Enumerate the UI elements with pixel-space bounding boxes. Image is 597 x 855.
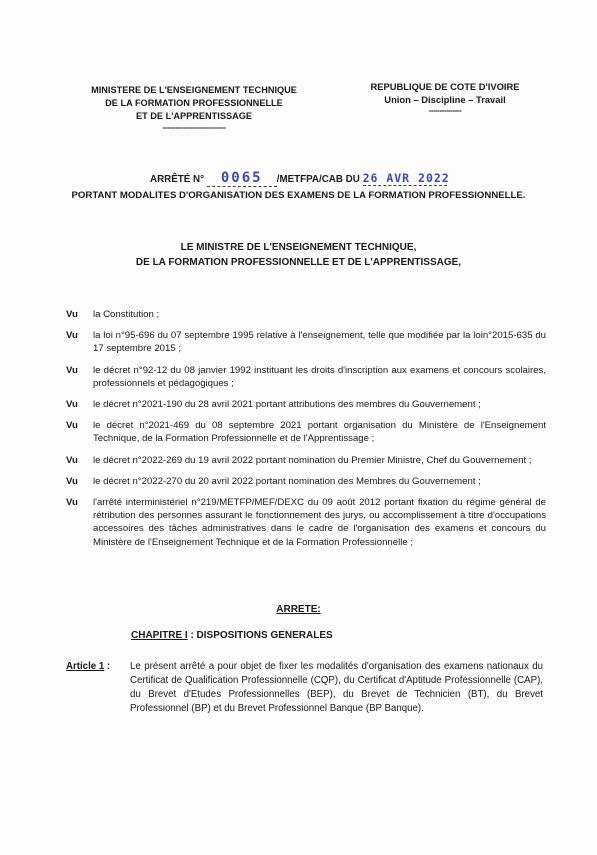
vu-label: Vu: [66, 364, 78, 376]
minister-line-1: LE MINISTRE DE L'ENSEIGNEMENT TECHNIQUE,: [180, 242, 417, 253]
vu-item: [66, 398, 546, 411]
minister-title: [60, 240, 537, 270]
vu-label: Vu: [66, 330, 78, 342]
vu-text: le décret n°2022-270 du 20 avril 2022 portant nomination des Membres du Gouvernement ;: [93, 475, 481, 487]
arrete-number-field: [207, 170, 277, 187]
arrete-middle: /METFPA/CAB DU: [276, 174, 360, 185]
vu-item: [66, 419, 546, 445]
republic-separator: ---------------: [428, 106, 462, 115]
arrete-heading: ARRETE:: [276, 604, 321, 615]
article-separator: :: [104, 661, 111, 672]
arrete-prefix: ARRÊTÉ N°: [150, 174, 204, 185]
vu-label: Vu: [66, 399, 78, 411]
vu-item: [66, 364, 546, 390]
vu-text: le décret n°2022-269 du 19 avril 2022 portant nomination du Premier Ministre, Chef du Gouvernement ;: [93, 454, 532, 466]
vu-list: [66, 308, 546, 557]
article-1: [66, 660, 543, 716]
vu-label: Vu: [66, 475, 78, 487]
chapter-heading: [131, 630, 333, 641]
chapter-label: CHAPITRE I: [131, 630, 188, 641]
chapter-title: : DISPOSITIONS GENERALES: [187, 630, 333, 641]
arrete-date: 26 AVR 2022: [362, 171, 450, 185]
vu-label: Vu: [66, 309, 78, 320]
ministry-header: [84, 84, 304, 133]
document-subtitle: PORTANT MODALITES D'ORGANISATION DES EXAMENS DE LA FORMATION PROFESSIONNELLE.: [71, 190, 526, 201]
article-label: [66, 660, 130, 716]
vu-text: le décret n°2021-190 du 28 avril 2021 portant attributions des membres du Gouvernement ;: [93, 399, 481, 411]
vu-item: [66, 329, 546, 355]
republic-name: REPUBLIQUE DE COTE D'IVOIRE: [370, 81, 520, 92]
vu-label: Vu: [66, 497, 78, 509]
vu-text: la Constitution ;: [93, 309, 160, 320]
minister-line-2: DE LA FORMATION PROFESSIONNELLE ET DE L'APPRENTISSAGE,: [135, 257, 462, 268]
vu-label: Vu: [66, 454, 78, 466]
vu-item: [66, 496, 546, 549]
republic-header: [360, 80, 530, 116]
republic-motto: Union – Discipline – Travail: [384, 94, 506, 105]
article-number: Article 1: [66, 661, 105, 672]
vu-text: le décret n°92-12 du 08 janvier 1992 instituant les droits d'inscription aux examens et concours scolaires, professionnels et pédagogiques ;: [93, 364, 546, 389]
vu-item: [66, 454, 546, 467]
vu-item: [66, 475, 546, 488]
arrete-number: 0065: [220, 170, 263, 186]
ministry-line-2: DE LA FORMATION PROFESSIONNELLE: [105, 98, 283, 108]
vu-item: [66, 308, 546, 321]
article-text: Le présent arrêté a pour objet de fixer les modalités d'organisation des examens nationaux du Certificat de Qualification Professionnelle (CQP), du Certificat d'Aptitude Professionnelle (CAP), du Brevet d'Etudes Professionnelles (BEP), du Brevet de Technicien (BT), du Brevet Professionnel (BP) et du Brevet Professionnel Banque (BP Banque).: [130, 661, 543, 714]
arrete-reference: [150, 170, 480, 187]
ministry-line-3: ET DE L'APPRENTISSAGE: [135, 111, 253, 121]
ministry-line-1: MINISTERE DE L'ENSEIGNEMENT TECHNIQUE: [91, 85, 297, 95]
ministry-separator: -----------------------------: [162, 123, 226, 132]
arrete-date-field: [362, 171, 450, 186]
vu-text: le décret n°2021-469 du 08 septembre 2021 portant organisation du Ministère de l'Enseignement Technique, de la Formation Professionnelle et de l'Apprentissage ;: [93, 420, 546, 445]
vu-text: la loi n°95-696 du 07 septembre 1995 relative à l'enseignement, telle que modifiée par la loin°2015-635 du 17 septembre 2015 ;: [93, 330, 546, 355]
vu-label: Vu: [66, 420, 78, 432]
vu-text: l'arrêté interministériel n°219/METFP/MEF/DEXC du 09 août 2012 portant fixation du régime général de rétribution des personnes assurant le fonctionnement des jurys, ou accomplissement à titre d'occupations accessoires des tâches administratives dans le cadre de l'organisation des examens et concours du Ministère de l'Enseignement Technique et de la Formation Professionnelle ;: [93, 497, 546, 548]
